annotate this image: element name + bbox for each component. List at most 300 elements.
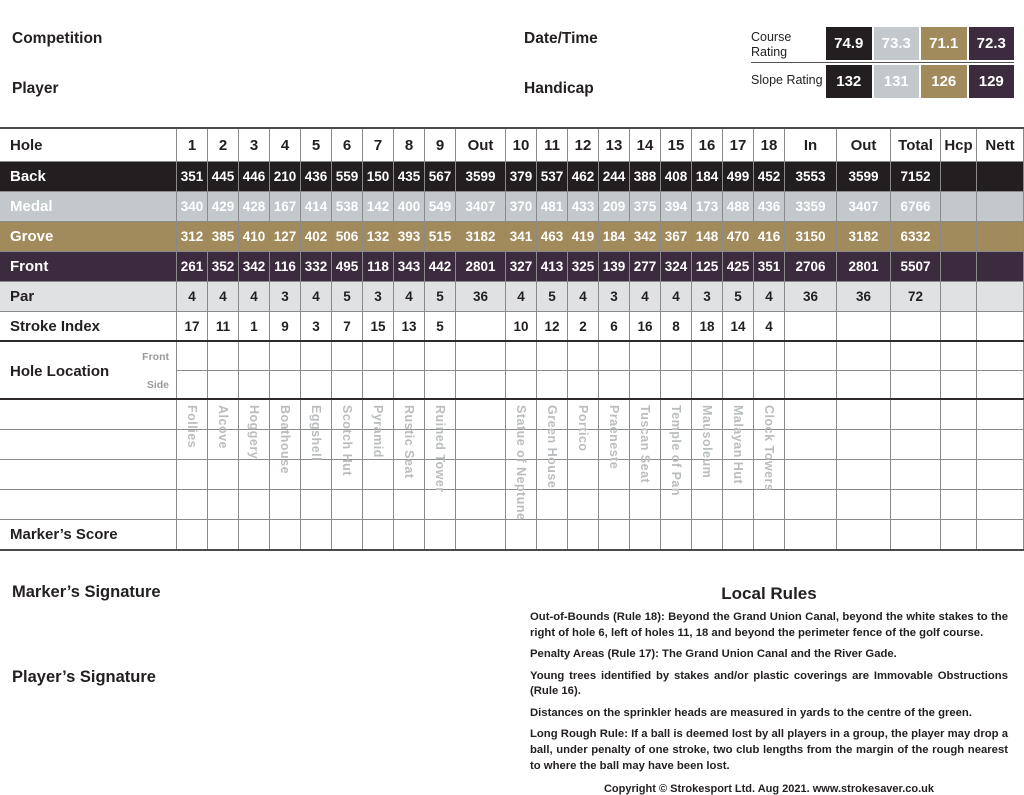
markers-score-row [0, 520, 1024, 551]
row-label: Grove [0, 222, 177, 251]
hole-name-label: Scotch Hut [340, 405, 354, 476]
blank-score-cell [723, 430, 754, 459]
hole-location-cell [785, 371, 837, 398]
value-cell: 7152 [891, 162, 941, 191]
value-cell: 388 [630, 162, 661, 191]
hole-location-cell [837, 342, 891, 371]
blank-score-cell [537, 460, 568, 489]
value-cell: 36 [456, 282, 506, 311]
value-cell: 150 [363, 162, 394, 191]
value-cell: 17 [177, 312, 208, 340]
hole-name-label: Boathouse [278, 405, 292, 475]
value-cell: 3 [270, 282, 301, 311]
hole-location-cell [977, 371, 1024, 398]
value-cell: 2801 [837, 252, 891, 281]
value-cell [977, 192, 1024, 221]
blank-score-cell [630, 400, 661, 429]
value-cell: 3407 [456, 192, 506, 221]
hole-header-cell: 17 [723, 129, 754, 161]
blank-score-cell [363, 430, 394, 459]
value-cell: 341 [506, 222, 537, 251]
value-cell: 127 [270, 222, 301, 251]
blank-score-cell [941, 430, 977, 459]
blank-score-cell [785, 430, 837, 459]
value-cell: 118 [363, 252, 394, 281]
blank-score-cell [425, 490, 456, 519]
value-cell: 18 [692, 312, 723, 340]
hole-location-cell [332, 342, 363, 371]
hole-header-cell: 11 [537, 129, 568, 161]
hole-location-cell [568, 371, 599, 398]
value-cell: 132 [363, 222, 394, 251]
course-rating-values [824, 27, 1014, 62]
markers-score-cell [394, 520, 425, 549]
hole-name-label: Green House [545, 405, 559, 489]
blank-score-cell [568, 460, 599, 489]
hole-header-cell: 3 [239, 129, 270, 161]
markers-score-cell [754, 520, 785, 549]
blank-score-cell [456, 430, 506, 459]
hole-name-label: Mausoleum [700, 405, 714, 479]
course-rating-label: Course Rating [751, 30, 792, 59]
datetime-label: Date/Time [524, 30, 598, 47]
hole-location-cell [661, 342, 692, 371]
blank-score-cell [754, 490, 785, 519]
local-rule: Out-of-Bounds (Rule 18): Beyond the Grand Union Canal, beyond the white stakes to the right of hole 6, left of holes 11, 18 and beyond the perimeter fence of the golf course. [530, 611, 1008, 639]
value-cell [785, 312, 837, 340]
blank-score-cell [239, 430, 270, 459]
local-rule: Young trees identified by stakes and/or plastic coverings are Immovable Obstructions (Rule 16). [530, 669, 1008, 698]
blank-score-cell [537, 400, 568, 429]
players-signature-label: Player’s Signature [12, 668, 156, 686]
hole-name-label: Malayan Hut [731, 405, 745, 485]
value-cell: 4 [177, 282, 208, 311]
value-cell: 5 [425, 282, 456, 311]
hole-location-cell [270, 371, 301, 398]
hole-location-cell [456, 371, 506, 398]
value-cell: 367 [661, 222, 692, 251]
hole-location-cell [661, 371, 692, 398]
value-cell: 567 [425, 162, 456, 191]
blank-score-cell [977, 490, 1024, 519]
value-cell: 1 [239, 312, 270, 340]
blank-score-cell [692, 460, 723, 489]
blank-score-cell [785, 490, 837, 519]
blank-score-cell [394, 490, 425, 519]
hole-location-cell [506, 371, 537, 398]
value-cell: 277 [630, 252, 661, 281]
markers-score-cell [537, 520, 568, 549]
blank-score-cell [977, 430, 1024, 459]
markers-score-cell [506, 520, 537, 549]
hole-location-cell [270, 342, 301, 371]
value-cell: 4 [754, 282, 785, 311]
blank-score-row [0, 490, 1024, 520]
value-cell: 433 [568, 192, 599, 221]
value-cell: 370 [506, 192, 537, 221]
value-cell: 429 [208, 192, 239, 221]
value-cell: 3 [363, 282, 394, 311]
value-cell: 4 [754, 312, 785, 340]
slope-rating-value-grove: 126 [921, 65, 967, 98]
hole-location-cell [891, 342, 941, 371]
value-cell: 2801 [456, 252, 506, 281]
markers-score-label: Marker’s Score [0, 520, 177, 549]
blank-score-cell [692, 490, 723, 519]
hole-location-cell [332, 371, 363, 398]
blank-score-cell [568, 490, 599, 519]
value-cell [941, 222, 977, 251]
value-cell [977, 282, 1024, 311]
markers-score-cell [785, 520, 837, 549]
value-cell: 324 [661, 252, 692, 281]
hole-header-cell: 16 [692, 129, 723, 161]
markers-score-cell [891, 520, 941, 549]
value-cell [837, 312, 891, 340]
value-cell [456, 312, 506, 340]
value-cell: 4 [506, 282, 537, 311]
hole-header-cell: Hcp [941, 129, 977, 161]
blank-score-cell [599, 400, 630, 429]
hole-location-cell [425, 342, 456, 371]
hole-header-cell: 4 [270, 129, 301, 161]
hole-name-label: Alcove [216, 405, 230, 449]
markers-score-cell [425, 520, 456, 549]
value-cell: 3 [692, 282, 723, 311]
hole-name-label: Temple of Pan [669, 405, 683, 497]
blank-row-label [0, 460, 177, 489]
markers-score-cell [363, 520, 394, 549]
course-rating-row [751, 27, 1014, 62]
hole-location-cell [891, 371, 941, 398]
value-cell: 6 [599, 312, 630, 340]
hole-name-label: Praeneste [607, 405, 621, 470]
blank-score-cell [692, 430, 723, 459]
value-cell: 15 [363, 312, 394, 340]
value-cell: 3407 [837, 192, 891, 221]
value-cell [941, 192, 977, 221]
hole-header-cell: 13 [599, 129, 630, 161]
slope-rating-value-front: 129 [969, 65, 1015, 98]
blank-row-label [0, 400, 177, 429]
value-cell [941, 282, 977, 311]
blank-score-cell [785, 400, 837, 429]
value-cell [941, 162, 977, 191]
blank-score-cell [425, 400, 456, 429]
blank-score-cell [425, 430, 456, 459]
blank-score-cell [599, 460, 630, 489]
blank-score-cell [754, 430, 785, 459]
blank-score-cell [977, 460, 1024, 489]
hole-header-cell: 14 [630, 129, 661, 161]
value-cell: 116 [270, 252, 301, 281]
value-cell: 210 [270, 162, 301, 191]
blank-score-cell [506, 430, 537, 459]
blank-score-cell [891, 430, 941, 459]
scorecard-table [0, 127, 1024, 551]
value-cell: 14 [723, 312, 754, 340]
value-cell: 340 [177, 192, 208, 221]
hole-location-cell [363, 371, 394, 398]
value-cell: 343 [394, 252, 425, 281]
score-row-stroke-index [0, 312, 1024, 342]
value-cell: 435 [394, 162, 425, 191]
value-cell: 2706 [785, 252, 837, 281]
row-label: Medal [0, 192, 177, 221]
value-cell: 142 [363, 192, 394, 221]
value-cell: 425 [723, 252, 754, 281]
hole-header-cell: 6 [332, 129, 363, 161]
blank-score-cell [239, 400, 270, 429]
local-rule: Distances on the sprinkler heads are measured in yards to the centre of the green. [530, 706, 972, 719]
hole-location-cell [301, 371, 332, 398]
hole-location-cell [537, 342, 568, 371]
value-cell: 16 [630, 312, 661, 340]
value-cell: 7 [332, 312, 363, 340]
blank-score-cell [177, 400, 208, 429]
hole-name-label: Rustic Seat [402, 405, 416, 479]
blank-score-cell [891, 490, 941, 519]
hole-location-cell [692, 371, 723, 398]
hole-location-label: Hole Location [10, 362, 110, 380]
hole-name-label: Tuscan Seat [638, 405, 652, 484]
value-cell: 559 [332, 162, 363, 191]
slope-rating-label: Slope Rating [751, 73, 823, 88]
blank-score-cell [456, 460, 506, 489]
value-cell: 442 [425, 252, 456, 281]
value-cell: 375 [630, 192, 661, 221]
blank-score-cell [301, 400, 332, 429]
blank-score-cell [301, 490, 332, 519]
blank-score-cell [506, 490, 537, 519]
value-cell: 244 [599, 162, 630, 191]
value-cell [977, 252, 1024, 281]
blank-score-cell [394, 460, 425, 489]
player-label: Player [12, 80, 59, 97]
value-cell: 436 [301, 162, 332, 191]
blank-score-row [0, 400, 1024, 430]
value-cell: 327 [506, 252, 537, 281]
markers-score-cell [568, 520, 599, 549]
hole-location-cell [177, 371, 208, 398]
value-cell: 538 [332, 192, 363, 221]
blank-score-cell [270, 430, 301, 459]
markers-score-cell [239, 520, 270, 549]
value-cell: 184 [599, 222, 630, 251]
value-cell: 351 [177, 162, 208, 191]
value-cell: 5 [332, 282, 363, 311]
hole-header-row [0, 129, 1024, 162]
markers-score-cell [941, 520, 977, 549]
blank-score-cell [568, 430, 599, 459]
value-cell: 414 [301, 192, 332, 221]
blank-score-cell [177, 460, 208, 489]
value-cell: 379 [506, 162, 537, 191]
value-cell: 3599 [456, 162, 506, 191]
hole-location-cell [754, 371, 785, 398]
blank-score-cell [661, 460, 692, 489]
blank-score-cell [332, 460, 363, 489]
hole-location-cell [723, 342, 754, 371]
blank-score-cell [363, 400, 394, 429]
markers-score-cell [837, 520, 891, 549]
hole-location-row-side [0, 371, 1024, 400]
hole-name-label: Statue of Neptune [514, 405, 528, 521]
value-cell [977, 162, 1024, 191]
value-cell: 428 [239, 192, 270, 221]
markers-score-cell [208, 520, 239, 549]
value-cell: 4 [661, 282, 692, 311]
copyright-text: Copyright © Strokesport Ltd. Aug 2021. www.strokesaver.co.uk [603, 783, 935, 795]
blank-score-cell [506, 400, 537, 429]
hole-header-cell: Nett [977, 129, 1024, 161]
value-cell: 3 [599, 282, 630, 311]
value-cell: 5 [723, 282, 754, 311]
hole-header-cell: In [785, 129, 837, 161]
local-rules-title: Local Rules [721, 584, 817, 603]
value-cell: 495 [332, 252, 363, 281]
score-row-medal [0, 192, 1024, 222]
blank-score-cell [537, 490, 568, 519]
blank-score-cell [270, 460, 301, 489]
value-cell: 452 [754, 162, 785, 191]
value-cell: 408 [661, 162, 692, 191]
blank-score-cell [394, 430, 425, 459]
value-cell [977, 312, 1024, 340]
hole-header-cell: 9 [425, 129, 456, 161]
value-cell: 11 [208, 312, 239, 340]
hole-header-cell: 15 [661, 129, 692, 161]
value-cell: 6766 [891, 192, 941, 221]
blank-score-cell [270, 400, 301, 429]
hole-location-cell [537, 371, 568, 398]
value-cell [977, 222, 1024, 251]
blank-score-cell [301, 430, 332, 459]
value-cell: 173 [692, 192, 723, 221]
blank-row-label [0, 490, 177, 519]
blank-score-cell [456, 490, 506, 519]
local-rule: Long Rough Rule: If a ball is deemed lost by all players in a group, the player may drop a ball, under penalty of one stroke, two club lengths from the margin of the rough nearest to where the ball may have been lost. [530, 728, 1008, 772]
hole-location-cell [208, 342, 239, 371]
row-label: Stroke Index [0, 312, 177, 340]
blank-score-cell [661, 400, 692, 429]
local-rules-section [530, 584, 1008, 795]
value-cell: 400 [394, 192, 425, 221]
blank-score-cell [537, 430, 568, 459]
value-cell: 184 [692, 162, 723, 191]
value-cell: 352 [208, 252, 239, 281]
course-rating-value-back: 74.9 [826, 27, 872, 60]
value-cell: 515 [425, 222, 456, 251]
blank-score-cell [754, 460, 785, 489]
value-cell: 549 [425, 192, 456, 221]
value-cell: 72 [891, 282, 941, 311]
value-cell: 436 [754, 192, 785, 221]
hole-location-cell [723, 371, 754, 398]
value-cell: 209 [599, 192, 630, 221]
blank-score-cell [785, 460, 837, 489]
hole-name-label: Pyramid [371, 405, 385, 458]
course-rating-value-grove: 71.1 [921, 27, 967, 60]
hole-location-cell [363, 342, 394, 371]
hole-name-label: Follies [185, 405, 199, 449]
blank-score-cell [661, 430, 692, 459]
blank-score-cell [941, 400, 977, 429]
blank-score-cell [177, 430, 208, 459]
hole-location-cell [599, 371, 630, 398]
value-cell: 3 [301, 312, 332, 340]
blank-score-cell [723, 490, 754, 519]
score-row-par [0, 282, 1024, 312]
hole-header-cell: 18 [754, 129, 785, 161]
value-cell: 537 [537, 162, 568, 191]
hole-header-cell: 12 [568, 129, 599, 161]
value-cell: 463 [537, 222, 568, 251]
slope-rating-row [751, 62, 1014, 98]
value-cell: 5 [537, 282, 568, 311]
hole-location-cell [425, 371, 456, 398]
blank-score-cell [301, 460, 332, 489]
blank-score-cell [891, 460, 941, 489]
hole-name-label: Clock Towers [762, 405, 776, 492]
blank-score-cell [208, 490, 239, 519]
value-cell: 402 [301, 222, 332, 251]
hole-location-cell [177, 342, 208, 371]
hole-header-cell: 2 [208, 129, 239, 161]
blank-score-cell [692, 400, 723, 429]
blank-score-cell [208, 400, 239, 429]
local-rule: Penalty Areas (Rule 17): The Grand Union Canal and the River Gade. [530, 648, 897, 661]
hole-location-cell [599, 342, 630, 371]
value-cell: 4 [208, 282, 239, 311]
blank-score-row [0, 430, 1024, 460]
markers-score-cell [630, 520, 661, 549]
value-cell: 393 [394, 222, 425, 251]
blank-score-cell [723, 400, 754, 429]
blank-score-cell [270, 490, 301, 519]
value-cell: 4 [630, 282, 661, 311]
blank-score-cell [754, 400, 785, 429]
value-cell [941, 312, 977, 340]
value-cell: 36 [785, 282, 837, 311]
value-cell: 4 [301, 282, 332, 311]
value-cell: 3599 [837, 162, 891, 191]
hole-location-cell [941, 371, 977, 398]
course-rating-value-medal: 73.3 [874, 27, 920, 60]
markers-signature-label: Marker’s Signature [12, 583, 161, 601]
value-cell: 4 [568, 282, 599, 311]
value-cell: 499 [723, 162, 754, 191]
blank-score-cell [332, 400, 363, 429]
value-cell: 413 [537, 252, 568, 281]
blank-score-cell [568, 400, 599, 429]
blank-score-cell [177, 490, 208, 519]
blank-score-cell [630, 490, 661, 519]
score-row-front [0, 252, 1024, 282]
slope-rating-value-back: 132 [826, 65, 872, 98]
hole-location-cell [941, 342, 977, 371]
hole-name-label: Hoggery [247, 405, 261, 460]
markers-score-cell [723, 520, 754, 549]
blank-score-cell [208, 430, 239, 459]
value-cell: 148 [692, 222, 723, 251]
value-cell: 5 [425, 312, 456, 340]
value-cell: 4 [394, 282, 425, 311]
handicap-label: Handicap [524, 80, 594, 97]
markers-score-cell [177, 520, 208, 549]
blank-score-row [0, 460, 1024, 490]
value-cell: 488 [723, 192, 754, 221]
